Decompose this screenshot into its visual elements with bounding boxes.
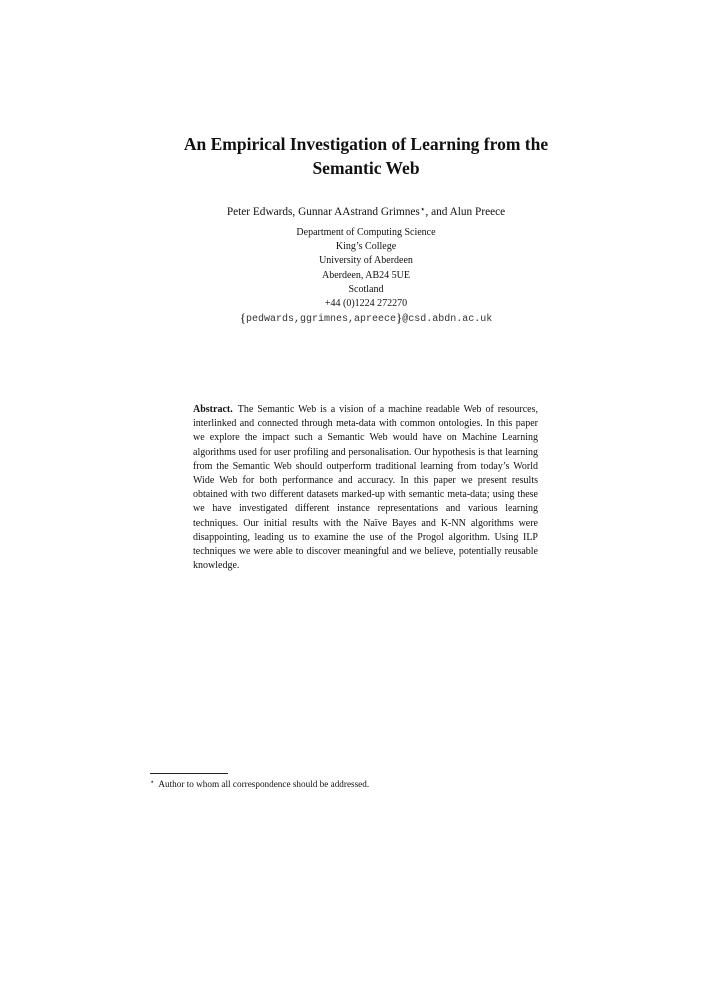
authors-text-end: , and Alun Preece xyxy=(425,206,506,218)
title-line-2: Semantic Web xyxy=(312,158,420,178)
title-line-1: An Empirical Investigation of Learning from the xyxy=(183,134,549,154)
affiliation-department: Department of Computing Science xyxy=(296,227,436,238)
footnote-text: Author to whom all correspondence should be addressed. xyxy=(158,779,370,789)
contact-email xyxy=(150,311,582,327)
author-footnote-mark: ⋆ xyxy=(419,204,426,214)
affiliation-university: University of Aberdeen xyxy=(319,255,413,267)
author-list xyxy=(150,201,582,220)
email-users: pedwards,ggrimnes,apreece xyxy=(245,314,396,326)
email-brace-close: } xyxy=(396,310,403,326)
paper-title xyxy=(150,132,582,180)
affiliation-block xyxy=(150,226,582,327)
authors-text: Peter Edwards, Gunnar AAstrand Grimnes xyxy=(226,206,420,218)
email-domain: @csd.abdn.ac.uk xyxy=(402,314,493,326)
email-brace-open: { xyxy=(239,310,246,326)
abstract-label: Abstract. xyxy=(193,404,233,415)
footnote xyxy=(150,776,369,791)
affiliation-college: King’s College xyxy=(335,241,397,253)
abstract xyxy=(193,403,538,573)
affiliation-phone: +44 (0)1224 272270 xyxy=(324,298,408,310)
abstract-text: The Semantic Web is a vision of a machine readable Web of resources, interlinked and connected through meta-data with common ontologies. In this paper we explore the impact such a Semantic Web would have on Machine Learning algorithms used for user profiling and personalisation. Our hypothesis is that learning from the Semantic Web should outperform traditional learning from today’s World Wide Web for both performance and accuracy. In this paper we present results obtained with two different datasets marked-up with semantic meta-data; using these we have investigated different instance representations and various learning techniques. Our initial results with the Naïve Bayes and K-NN algorithms were disappointing, leading us to examine the use of the Progol algorithm. Using ILP techniques we were able to discover meaningful and we believe, potentially reusable knowledge. xyxy=(193,404,538,572)
affiliation-city: Aberdeen, AB24 5UE xyxy=(321,269,411,281)
footnote-mark: ⋆ xyxy=(150,778,155,786)
footnote-divider xyxy=(150,773,228,774)
affiliation-country: Scotland xyxy=(348,283,384,295)
